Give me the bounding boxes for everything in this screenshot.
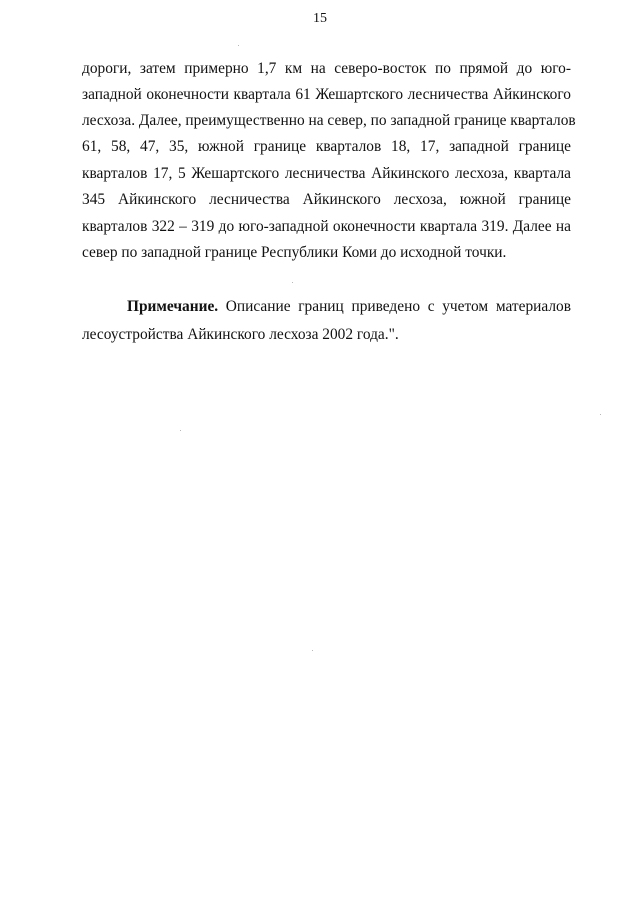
scan-speck bbox=[238, 45, 239, 46]
note-text: Описание границ приведено с учетом материалов bbox=[218, 298, 571, 315]
paragraph-line: западной оконечности квартала 61 Жешартского лесничества Айкинского bbox=[82, 86, 571, 103]
note-line: лесоустройства Айкинского лесхоза 2002 года.". bbox=[82, 326, 399, 343]
scan-speck bbox=[180, 430, 181, 431]
note-line bbox=[127, 296, 571, 318]
scan-speck bbox=[600, 414, 601, 415]
scan-speck bbox=[292, 282, 293, 283]
paragraph-line: кварталов 17, 5 Жешартского лесничества Айкинского лесхоза, квартала bbox=[82, 165, 571, 182]
paragraph-line: лесхоза. Далее, преимущественно на север, по западной границе кварталов bbox=[82, 112, 576, 129]
paragraph-line: дороги, затем примерно 1,7 км на северо-восток по прямой до юго- bbox=[82, 60, 571, 77]
scan-speck bbox=[312, 650, 313, 651]
page-number: 15 bbox=[313, 11, 327, 26]
paragraph-line: 345 Айкинского лесничества Айкинского лесхоза, южной границе bbox=[82, 191, 571, 208]
paragraph-line: 61, 58, 47, 35, южной границе кварталов 18, 17, западной границе bbox=[82, 138, 571, 155]
paragraph-line: кварталов 322 – 319 до юго-западной оконечности квартала 319. Далее на bbox=[82, 218, 571, 235]
note-label: Примечание. bbox=[127, 298, 219, 315]
paragraph-line: север по западной границе Республики Коми до исходной точки. bbox=[82, 244, 507, 261]
